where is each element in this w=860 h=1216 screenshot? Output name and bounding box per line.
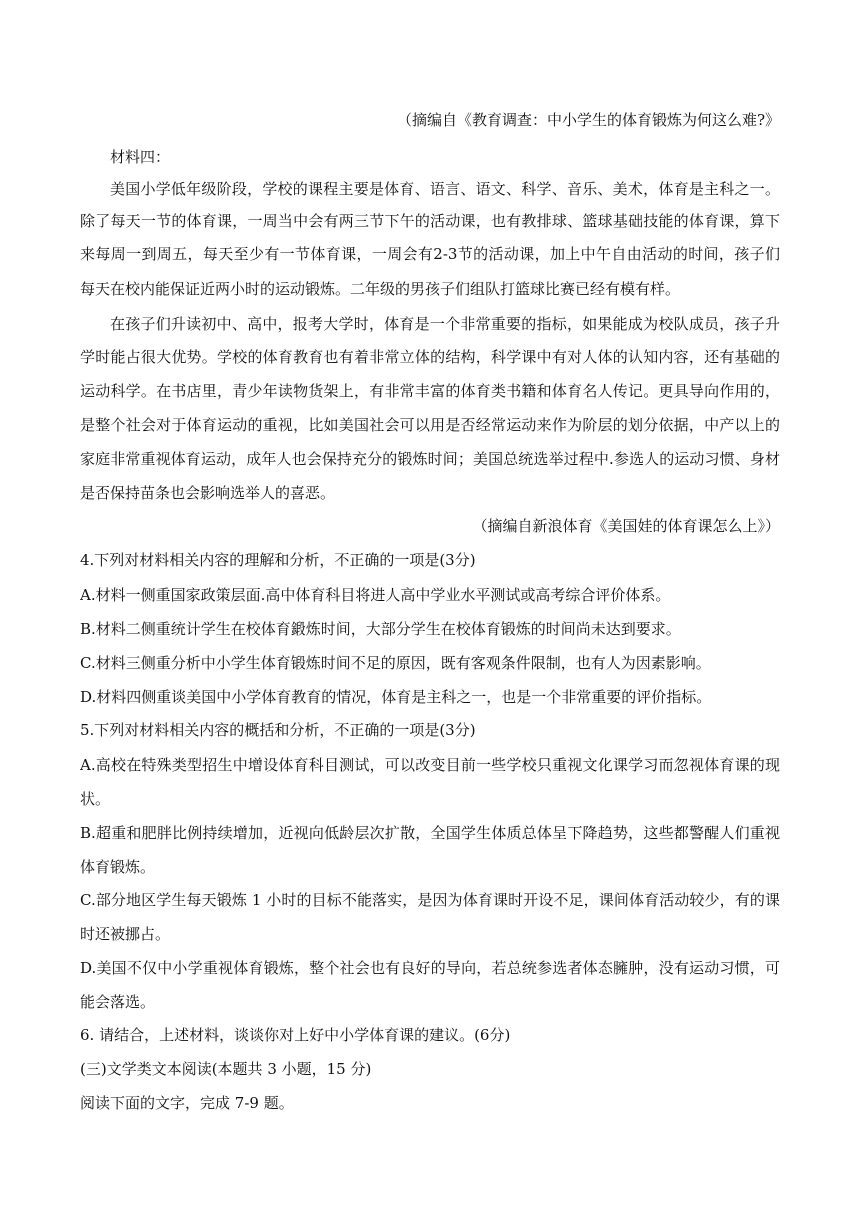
question-6: 6. 请结合，上述材料，谈谈你对上好中小学体育课的建议。(6分) — [80, 1026, 511, 1044]
question-stem: 5.下列对材料相关内容的概括和分析，不正确的一项是(3分) — [80, 721, 476, 739]
option-a: A.材料一侧重国家政策层面.高中体育科目将进人高中学业水平测试或高考综合评价体系。 — [80, 586, 671, 604]
material3-source: （摘编自《教育调查：中小学生的体育锻炼为何这么难?》 — [396, 111, 780, 129]
paragraph-line: 学时能占很大优势。学校的体育教育也有着非常立体的结构，科学课中有对人体的认知内容，还有基础的 — [80, 348, 780, 366]
reading-instruction: 阅读下面的文字，完成 7-9 题。 — [80, 1094, 294, 1112]
option-c: C.部分地区学生每天锻炼 1 小时的目标不能落实，是因为体育课时开设不足，课间体育活动较少，有的课 — [80, 891, 780, 909]
option-c-cont: 时还被挪占。 — [80, 925, 171, 943]
option-b: B.超重和肥胖比例持续增加，近视向低龄层次扩散，全国学生体质总体呈下降趋势，这些都警醒人们重视 — [80, 824, 780, 842]
paragraph-line: 运动科学。在书店里，青少年读物货架上，有非常丰富的体育类书籍和体育名人传记。更具导向作用的， — [80, 382, 780, 400]
material4-source: （摘编自新浪体育《美国娃的体育课怎么上》） — [472, 517, 780, 535]
option-a: A.高校在特殊类型招生中增设体育科目测试，可以改变目前一些学校只重视文化课学习而忽视体育课的现 — [80, 756, 780, 774]
section-heading: (三)文学类文本阅读(本题共 3 小题，15 分) — [80, 1060, 372, 1078]
question-stem: 4.下列对材料相关内容的理解和分析，不正确的一项是(3分) — [80, 551, 476, 569]
option-d: D.美国不仅中小学重视体育锻炼，整个社会也有良好的导向，若总统参选者体态臃肿，没有运动习惯，可 — [80, 959, 780, 977]
paragraph-line: 在孩子们升读初中、高中，报考大学时，体育是一个非常重要的指标，如果能成为校队成员，孩子升 — [110, 315, 780, 333]
material4-heading: 材料四： — [110, 148, 171, 166]
paragraph-line: 除了每天一节的体育课，一周当中会有两三节下午的活动课，也有教排球、篮球基础技能的体育课，算下 — [80, 212, 780, 230]
option-b-cont: 体育锻炼。 — [80, 858, 156, 876]
option-a-cont: 状。 — [80, 790, 111, 808]
paragraph-line: 美国小学低年级阶段，学校的课程主要是体育、语言、语文、科学、音乐、美术，体育是主科之一。 — [110, 180, 780, 198]
option-d: D.材料四侧重谈美国中小学体育教育的情况，体育是主科之一，也是一个非常重要的评价指标。 — [80, 688, 712, 706]
paragraph-line: 每天在校内能保证近两小时的运动锻炼。二年级的男孩子们组队打篮球比赛已经有模有样。 — [80, 280, 681, 298]
option-b: B.材料二侧重统计学生在校体育鍛炼时间，大部分学生在校体育锻炼的时间尚未达到要求。 — [80, 620, 681, 638]
paragraph-line: 来每周一到周五，每天至少有一节体育课，一周会有2-3节的活动课，加上中午自由活动的时间，孩子们 — [80, 245, 780, 263]
paragraph-line: 是否保持苗条也会影响选举人的喜恶。 — [80, 484, 336, 502]
option-d-cont: 能会落选。 — [80, 993, 156, 1011]
option-c: C.材料三侧重分析中小学生体育锻炼时间不足的原因，既有客观条件限制，也有人为因素影响。 — [80, 654, 711, 672]
paragraph-line: 是整个社会对于体育运动的重视，比如美国社会可以用是否经常运动来作为阶层的划分依据，中产以上的 — [80, 416, 780, 434]
paragraph-line: 家庭非常重视体育运动，成年人也会保持充分的锻炼时间；美国总统选举过程中.参选人的运动习惯、身材 — [80, 450, 780, 468]
